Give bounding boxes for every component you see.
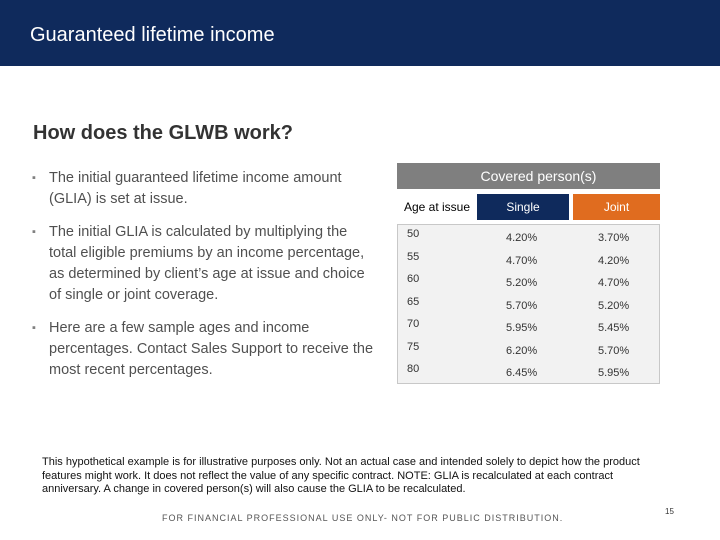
age-cell: 65: [407, 295, 420, 308]
footer-notice: FOR FINANCIAL PROFESSIONAL USE ONLY- NOT FOR PUBLIC DISTRIBUTION.: [162, 513, 564, 523]
single-cell: 4.20%: [506, 232, 538, 244]
joint-cell: 4.70%: [598, 277, 630, 289]
page-title: Guaranteed lifetime income: [30, 24, 275, 46]
bullet-item: [32, 168, 377, 210]
single-cell: 5.70%: [506, 299, 538, 312]
table-row: [398, 315, 659, 338]
covered-persons-header: [397, 163, 660, 189]
disclaimer-text: This hypothetical example is for illustrative purposes only. Not an actual case and intended solely to depict how the product features might work. It does not reflect the value of any specific contract. NOTE: GLIA is recalculated at each contract anniversary. A change in covered person(s) will also cause the GLIA to be recalculated.: [42, 456, 640, 495]
bullet-icon: ▪: [32, 172, 36, 184]
bullet-icon: ▪: [32, 322, 36, 334]
table-row: [398, 225, 659, 248]
age-cell: 70: [407, 318, 420, 330]
joint-cell: 5.70%: [598, 344, 630, 357]
bullet-text: The initial GLIA is calculated by multiplying the total eligible premiums by an income percentage, as determined by client’s age at issue and choice of single or joint coverage.: [49, 224, 365, 303]
table-header-row: [397, 194, 660, 220]
age-cell: 60: [407, 273, 420, 285]
bullet-item: [32, 318, 377, 381]
page-number: 15: [665, 507, 674, 516]
column-header-single: Single: [477, 194, 569, 220]
bullet-text: The initial guaranteed lifetime income amount (GLIA) is set at issue.: [49, 170, 342, 207]
title-bar: [0, 0, 720, 66]
table-row: [398, 248, 659, 271]
covered-persons-label: Covered person(s): [480, 168, 597, 184]
table-row: [398, 360, 659, 383]
age-cell: 50: [407, 228, 420, 240]
single-cell: 6.45%: [506, 367, 538, 379]
table-body: [397, 224, 660, 384]
single-cell: 4.70%: [506, 254, 538, 267]
table-row: [398, 293, 659, 316]
joint-cell: 3.70%: [598, 232, 630, 244]
single-cell: 6.20%: [506, 344, 538, 357]
column-header-joint: Joint: [573, 194, 660, 220]
single-cell: 5.95%: [506, 322, 538, 334]
age-cell: 80: [407, 363, 420, 375]
joint-cell: 5.95%: [598, 367, 630, 379]
joint-cell: 4.20%: [598, 254, 630, 267]
bullet-text: Here are a few sample ages and income percentages. Contact Sales Support to receive the most recent percentages.: [49, 320, 374, 378]
bullet-icon: ▪: [32, 226, 36, 238]
bullet-list: [32, 168, 377, 393]
table-row: [398, 270, 659, 293]
table-row: [398, 338, 659, 361]
joint-cell: 5.45%: [598, 322, 630, 334]
bullet-item: [32, 222, 377, 306]
joint-cell: 5.20%: [598, 299, 630, 312]
age-cell: 75: [407, 340, 420, 353]
column-header-age: Age at issue: [397, 194, 477, 220]
age-cell: 55: [407, 250, 420, 263]
section-heading: How does the GLWB work?: [33, 122, 294, 144]
income-percentage-table: [397, 163, 660, 384]
single-cell: 5.20%: [506, 277, 538, 289]
